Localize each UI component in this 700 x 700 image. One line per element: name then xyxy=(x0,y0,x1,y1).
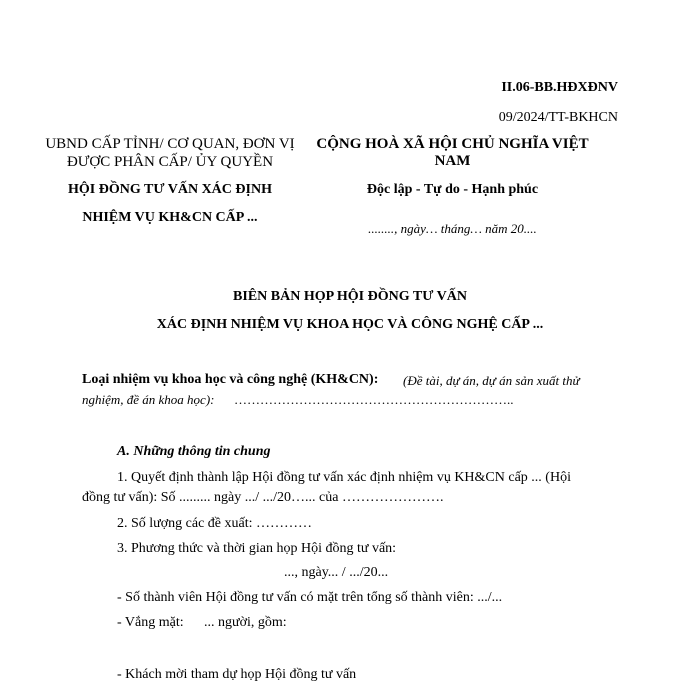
council-name-line2: NHIỆM VỤ KH&CN CẤP ... xyxy=(82,210,258,225)
item2-proposal-count: 2. Số lượng các đề xuất: ………… xyxy=(117,516,313,531)
section-a-heading: A. Những thông tin chung xyxy=(117,444,271,459)
agency-name-line2: ĐƯỢC PHÂN CẤP/ ỦY QUYỀN xyxy=(66,154,274,170)
national-motto: Độc lập - Tự do - Hạnh phúc xyxy=(366,182,539,197)
task-type-hint-line1: (Đề tài, dự án, dự án sản xuất thử xyxy=(403,373,580,388)
date-line: ........, ngày… tháng… năm 20.... xyxy=(368,221,537,236)
item1-decision-line1: 1. Quyết định thành lập Hội đồng tư vấn xác định nhiệm vụ KH&CN cấp ... (Hội xyxy=(117,470,571,485)
absent-label: - Vắng mặt: xyxy=(117,615,184,630)
absent-count: ... người, gồm: xyxy=(204,615,287,630)
form-code: II.06-BB.HĐXĐNV xyxy=(501,80,618,95)
task-type-hint-line2: nghiệm, đề án khoa học): xyxy=(82,392,215,407)
task-type-label: Loại nhiệm vụ khoa học và công nghệ (KH&CN): xyxy=(82,372,379,387)
attendance-line: - Số thành viên Hội đồng tư vấn có mặt trên tổng số thành viên: .../... xyxy=(117,590,503,605)
guests-line: - Khách mời tham dự họp Hội đồng tư vấn xyxy=(117,667,357,682)
task-type-fill-dots: ……………………………………………………….. xyxy=(234,392,514,407)
circular-reference: 09/2024/TT-BKHCN xyxy=(498,110,618,125)
nation-name-line1: CỘNG HOÀ XÃ HỘI CHỦ NGHĨA VIỆT xyxy=(316,136,589,152)
agency-name-line1: UBND CẤP TỈNH/ CƠ QUAN, ĐƠN VỊ xyxy=(45,136,295,152)
nation-name-line2: NAM xyxy=(434,153,471,169)
document-title-line2: XÁC ĐỊNH NHIỆM VỤ KHOA HỌC VÀ CÔNG NGHỆ CẤP ... xyxy=(156,317,544,332)
council-name-line1: HỘI ĐỒNG TƯ VẤN XÁC ĐỊNH xyxy=(68,182,272,197)
item3-meeting-method: 3. Phương thức và thời gian họp Hội đồng tư vấn: xyxy=(117,541,397,556)
meeting-datetime: ..., ngày... / .../20... xyxy=(284,565,389,580)
item1-decision-line2: đồng tư vấn): Số ......... ngày .../ .../20…... của …………………. xyxy=(82,490,444,505)
document-title-line1: BIÊN BẢN HỌP HỘI ĐỒNG TƯ VẤN xyxy=(233,289,467,304)
